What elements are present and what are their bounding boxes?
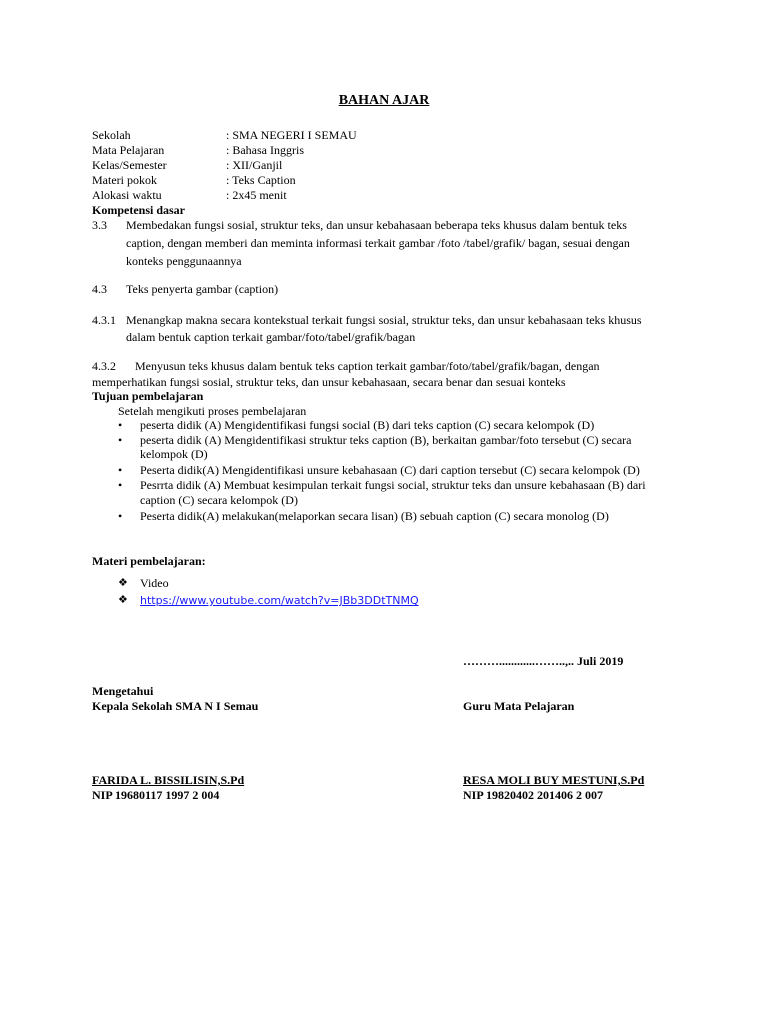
youtube-link[interactable]: https://www.youtube.com/watch?v=JBb3DDtTNMQ bbox=[140, 594, 419, 607]
guru-nip: NIP 19820402 201406 2 007 bbox=[463, 788, 604, 802]
tujuan-item-2-line-1: peserta didik (A) Mengidentifikasi struktur teks caption (B), berkaitan gambar/foto tersebut (C) secara bbox=[140, 433, 632, 447]
signature-date: ………............……..,.. Juli 2019 bbox=[463, 654, 624, 668]
document-title: BAHAN AJAR bbox=[338, 93, 430, 108]
kd-3-3-line-2: caption, dengan memberi dan meminta informasi terkait gambar /foto /tabel/grafik/ bagan, sesuai dengan bbox=[126, 236, 630, 250]
tujuan-item-4-line-2: caption (C) secara kelompok (D) bbox=[140, 493, 298, 507]
kd-4-3-1-line-1: Menangkap makna secara kontekstual terkait fungsi sosial, struktur teks, dan unsur kebahasaan teks khusus bbox=[126, 313, 642, 327]
bullet-icon: • bbox=[118, 509, 123, 523]
kd-3-3-line-3: konteks penggunaannya bbox=[126, 254, 242, 268]
diamond-bullet-icon: ❖ bbox=[118, 594, 128, 606]
mengetahui-label: Mengetahui bbox=[92, 684, 154, 698]
bullet-icon: • bbox=[118, 463, 123, 477]
info-label-kelas: Kelas/Semester bbox=[92, 158, 167, 172]
diamond-bullet-icon: ❖ bbox=[118, 577, 128, 589]
guru-label: Guru Mata Pelajaran bbox=[463, 699, 575, 713]
bullet-icon: • bbox=[118, 433, 123, 447]
kompetensi-heading: Kompetensi dasar bbox=[92, 203, 185, 217]
info-label-alokasi: Alokasi waktu bbox=[92, 188, 162, 202]
kd-4-3-2-line-1: Menyusun teks khusus dalam bentuk teks caption terkait gambar/foto/tabel/grafik/bagan, dengan bbox=[135, 359, 600, 373]
bullet-icon: • bbox=[118, 418, 123, 432]
kd-4-3-1-line-2: dalam bentuk caption terkait gambar/foto/tabel/grafik/bagan bbox=[126, 330, 416, 344]
tujuan-intro: Setelah mengikuti proses pembelajaran bbox=[118, 404, 307, 418]
info-label-sekolah: Sekolah bbox=[92, 128, 131, 142]
info-value-materi: : Teks Caption bbox=[226, 173, 296, 187]
bullet-icon: • bbox=[118, 478, 123, 492]
kepala-sekolah-nip: NIP 19680117 1997 2 004 bbox=[92, 788, 220, 802]
materi-heading: Materi pembelajaran: bbox=[92, 554, 206, 568]
kd-3-3-line-1: Membedakan fungsi sosial, struktur teks, dan unsur kebahasaan beberapa teks khusus dalam bentuk teks bbox=[126, 218, 627, 232]
tujuan-item-1: peserta didik (A) Mengidentifikasi fungsi social (B) dari teks caption (C) secara kelompok (D) bbox=[140, 418, 595, 432]
kd-4-3-1-number: 4.3.1 bbox=[92, 313, 116, 327]
tujuan-item-2-line-2: kelompok (D) bbox=[140, 447, 208, 461]
info-value-sekolah: : SMA NEGERI I SEMAU bbox=[226, 128, 357, 142]
info-label-mapel: Mata Pelajaran bbox=[92, 143, 165, 157]
kd-4-3-2-line-2: memperhatikan fungsi sosial, struktur teks, dan unsur kebahasaan, secara benar dan sesuai konteks bbox=[92, 375, 566, 389]
info-value-kelas: : XII/Ganjil bbox=[226, 158, 283, 172]
kd-4-3-2-number: 4.3.2 bbox=[92, 359, 116, 373]
kd-4-3-number: 4.3 bbox=[92, 282, 107, 296]
info-value-alokasi: : 2x45 menit bbox=[226, 188, 287, 202]
tujuan-item-5: Peserta didik(A) melakukan(melaporkan secara lisan) (B) sebuah caption (C) secara monolog (D) bbox=[140, 509, 609, 523]
guru-name: RESA MOLI BUY MESTUNI,S.Pd bbox=[463, 773, 645, 787]
info-label-materi: Materi pokok bbox=[92, 173, 157, 187]
kepala-sekolah-name: FARIDA L. BISSILISIN,S.Pd bbox=[92, 773, 245, 787]
kepala-sekolah-label: Kepala Sekolah SMA N I Semau bbox=[92, 699, 259, 713]
info-value-mapel: : Bahasa Inggris bbox=[226, 143, 304, 157]
tujuan-item-4-line-1: Pesrrta didik (A) Membuat kesimpulan terkait fungsi social, struktur teks dan unsure kebahasaan (B) dari bbox=[140, 478, 646, 492]
kd-3-3-number: 3.3 bbox=[92, 218, 107, 232]
kd-4-3-text: Teks penyerta gambar (caption) bbox=[126, 282, 279, 296]
materi-video-label: Video bbox=[140, 576, 169, 590]
tujuan-item-3: Peserta didik(A) Mengidentifikasi unsure kebahasaan (C) dari caption tersebut (C) secara kelompok (D) bbox=[140, 463, 640, 477]
tujuan-heading: Tujuan pembelajaran bbox=[92, 389, 204, 403]
